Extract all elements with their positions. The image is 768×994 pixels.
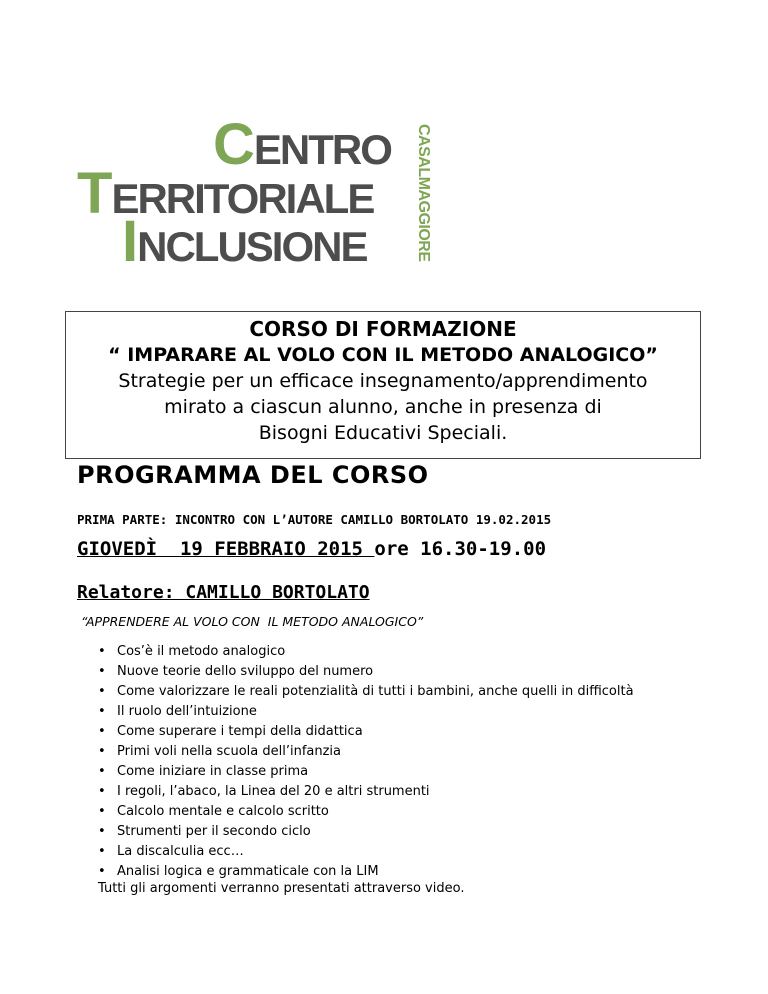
list-item: • Nuove teorie dello sviluppo del numero bbox=[98, 662, 634, 682]
list-item: • Strumenti per il secondo ciclo bbox=[98, 822, 634, 842]
list-item: • La discalculia ecc… bbox=[98, 842, 634, 862]
list-item: • Calcolo mentale e calcolo scritto bbox=[98, 802, 634, 822]
program-title: PROGRAMMA DEL CORSO bbox=[77, 461, 429, 489]
course-box bbox=[65, 311, 701, 459]
footer-note: Tutti gli argomenti verranno presentati attraverso video. bbox=[98, 881, 465, 896]
course-desc-line-3: Bisogni Educativi Speciali. bbox=[258, 422, 508, 444]
logo-line-centro: CENTRO bbox=[213, 112, 391, 177]
course-desc-line-1: Strategie per un efficace insegnamento/apprendimento bbox=[118, 370, 648, 392]
session-subtitle: “APPRENDERE AL VOLO CON IL METODO ANALOGICO” bbox=[81, 614, 424, 629]
list-item: • Cos’è il metodo analogico bbox=[98, 642, 634, 662]
list-item: • Primi voli nella scuola dell’infanzia bbox=[98, 742, 634, 762]
speaker: Relatore: CAMILLO BORTOLATO bbox=[77, 582, 370, 603]
list-item: • Analisi logica e grammaticale con la LIM bbox=[98, 862, 634, 882]
list-item: • Come valorizzare le reali potenzialità di tutti i bambini, anche quelli in difficoltà bbox=[98, 682, 634, 702]
event-date bbox=[77, 538, 546, 560]
event-date-day: GIOVEDÌ 19 FEBBRAIO 2015 bbox=[77, 538, 375, 560]
logo bbox=[0, 0, 768, 274]
course-desc-line-2: mirato a ciascun alunno, anche in presenza di bbox=[164, 396, 602, 418]
topics-list bbox=[98, 642, 634, 882]
course-title: CORSO DI FORMAZIONE bbox=[249, 317, 517, 341]
first-part-heading: PRIMA PARTE: INCONTRO CON L’AUTORE CAMILLO BORTOLATO 19.02.2015 bbox=[77, 512, 552, 527]
course-name: “ IMPARARE AL VOLO CON IL METODO ANALOGICO” bbox=[108, 344, 658, 366]
list-item: • Il ruolo dell’intuizione bbox=[98, 702, 634, 722]
list-item: • Come superare i tempi della didattica bbox=[98, 722, 634, 742]
event-date-time: ore 16.30-19.00 bbox=[374, 538, 547, 560]
list-item: • I regoli, l’abaco, la Linea del 20 e altri strumenti bbox=[98, 782, 634, 802]
logo-vertical-text: CASALMAGGIORE bbox=[415, 124, 432, 262]
list-item: • Come iniziare in classe prima bbox=[98, 762, 634, 782]
logo-line-territoriale: TERRITORIALE bbox=[77, 161, 374, 226]
logo-line-inclusione: INCLUSIONE bbox=[122, 209, 367, 274]
